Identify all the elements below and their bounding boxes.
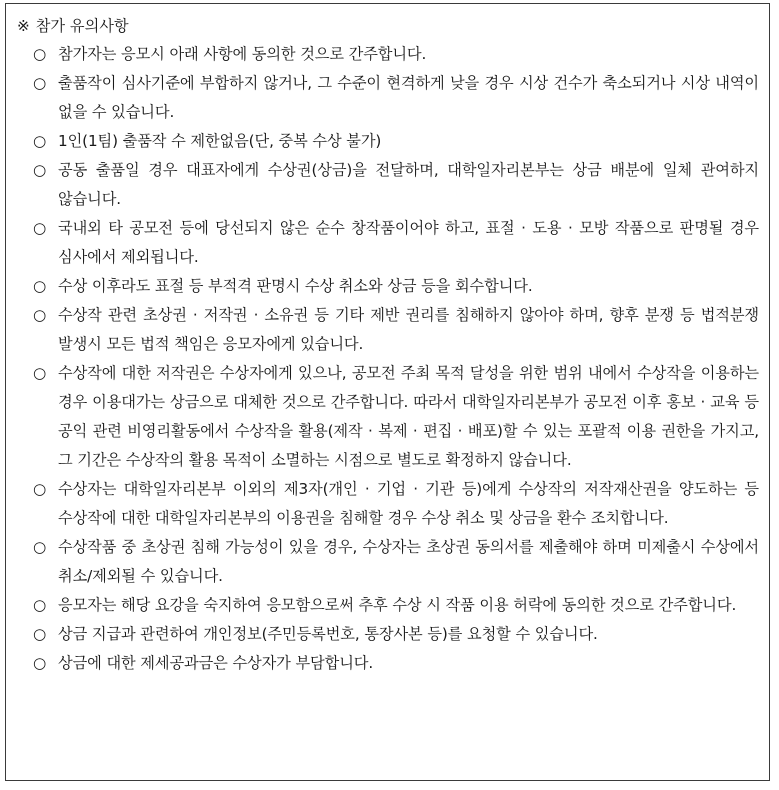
circle-bullet-icon: ○ (33, 625, 47, 643)
circle-bullet-icon: ○ (33, 161, 47, 179)
notice-heading (17, 13, 759, 40)
list-item (33, 591, 759, 620)
circle-bullet-icon: ○ (33, 45, 47, 63)
circle-bullet-icon: ○ (33, 277, 47, 295)
list-item (33, 272, 759, 301)
circle-bullet-icon: ○ (33, 538, 47, 556)
list-item-text: 수상작 관련 초상권 · 저작권 · 소유권 등 기타 제반 권리를 침해하지 않아야 하며, 향후 분쟁 등 법적분쟁 발생시 모든 법적 책임은 응모자에게 있습니다. (58, 306, 759, 353)
circle-bullet-icon: ○ (33, 74, 47, 92)
circle-bullet-icon: ○ (33, 480, 47, 498)
list-item (33, 214, 759, 272)
list-item-text: 수상 이후라도 표절 등 부적격 판명시 수상 취소와 상금 등을 회수합니다. (58, 277, 533, 295)
list-item (33, 359, 759, 475)
list-item-text: 참가자는 응모시 아래 사항에 동의한 것으로 간주합니다. (58, 45, 427, 63)
list-item-text: 국내외 타 공모전 등에 당선되지 않은 순수 창작품이어야 하고, 표절 · 도용 · 모방 작품으로 판명될 경우 심사에서 제외됩니다. (58, 219, 759, 266)
notice-box (5, 3, 770, 781)
list-item-text: 공동 출품일 경우 대표자에게 수상권(상금)을 전달하며, 대학일자리본부는 상금 배분에 일체 관여하지 않습니다. (58, 161, 759, 208)
list-item (33, 40, 759, 69)
list-item-text: 상금에 대한 제세공과금은 수상자가 부담합니다. (58, 654, 374, 672)
list-item (33, 649, 759, 678)
circle-bullet-icon: ○ (33, 306, 47, 324)
reference-mark: ※ (17, 17, 30, 35)
list-item-text: 수상작에 대한 저작권은 수상자에게 있으나, 공모전 주최 목적 달성을 위한 범위 내에서 수상작을 이용하는 경우 이용대가는 상금으로 대체한 것으로 간주합니다. 따라서 대학일자리본부가 공모전 이후 홍보 · 교육 등 공익 관련 비영리활동에서 수상작을 활용(제작 · 복제 · 편집 · 배포)할 수 있는 포괄적 이용 권한을 가지고, 그 기간은 수상작의 활용 목적이 소멸하는 시점으로 별도로 확정하지 않습니다. (58, 364, 759, 469)
list-item (33, 475, 759, 533)
list-item-text: 상금 지급과 관련하여 개인정보(주민등록번호, 통장사본 등)를 요청할 수 있습니다. (58, 625, 598, 643)
circle-bullet-icon: ○ (33, 596, 47, 614)
notice-list (17, 40, 759, 678)
list-item-text: 응모자는 해당 요강을 숙지하여 응모함으로써 추후 수상 시 작품 이용 허락에 동의한 것으로 간주합니다. (58, 596, 737, 614)
list-item-text: 1인(1팀) 출품작 수 제한없음(단, 중복 수상 불가) (58, 132, 382, 150)
list-item-text: 출품작이 심사기준에 부합하지 않거나, 그 수준이 현격하게 낮을 경우 시상 건수가 축소되거나 시상 내역이 없을 수 있습니다. (58, 74, 759, 121)
list-item-text: 수상자는 대학일자리본부 이외의 제3자(개인 · 기업 · 기관 등)에게 수상작의 저작재산권을 양도하는 등 수상작에 대한 대학일자리본부의 이용권을 침해할 경우 수상 취소 및 상금을 환수 조치합니다. (58, 480, 759, 527)
notice-title: 참가 유의사항 (35, 17, 129, 35)
list-item (33, 533, 759, 591)
list-item (33, 620, 759, 649)
circle-bullet-icon: ○ (33, 364, 47, 382)
list-item (33, 127, 759, 156)
list-item (33, 301, 759, 359)
list-item (33, 156, 759, 214)
circle-bullet-icon: ○ (33, 132, 47, 150)
circle-bullet-icon: ○ (33, 219, 47, 237)
list-item (33, 69, 759, 127)
circle-bullet-icon: ○ (33, 654, 47, 672)
list-item-text: 수상작품 중 초상권 침해 가능성이 있을 경우, 수상자는 초상권 동의서를 제출해야 하며 미제출시 수상에서 취소/제외될 수 있습니다. (58, 538, 759, 585)
